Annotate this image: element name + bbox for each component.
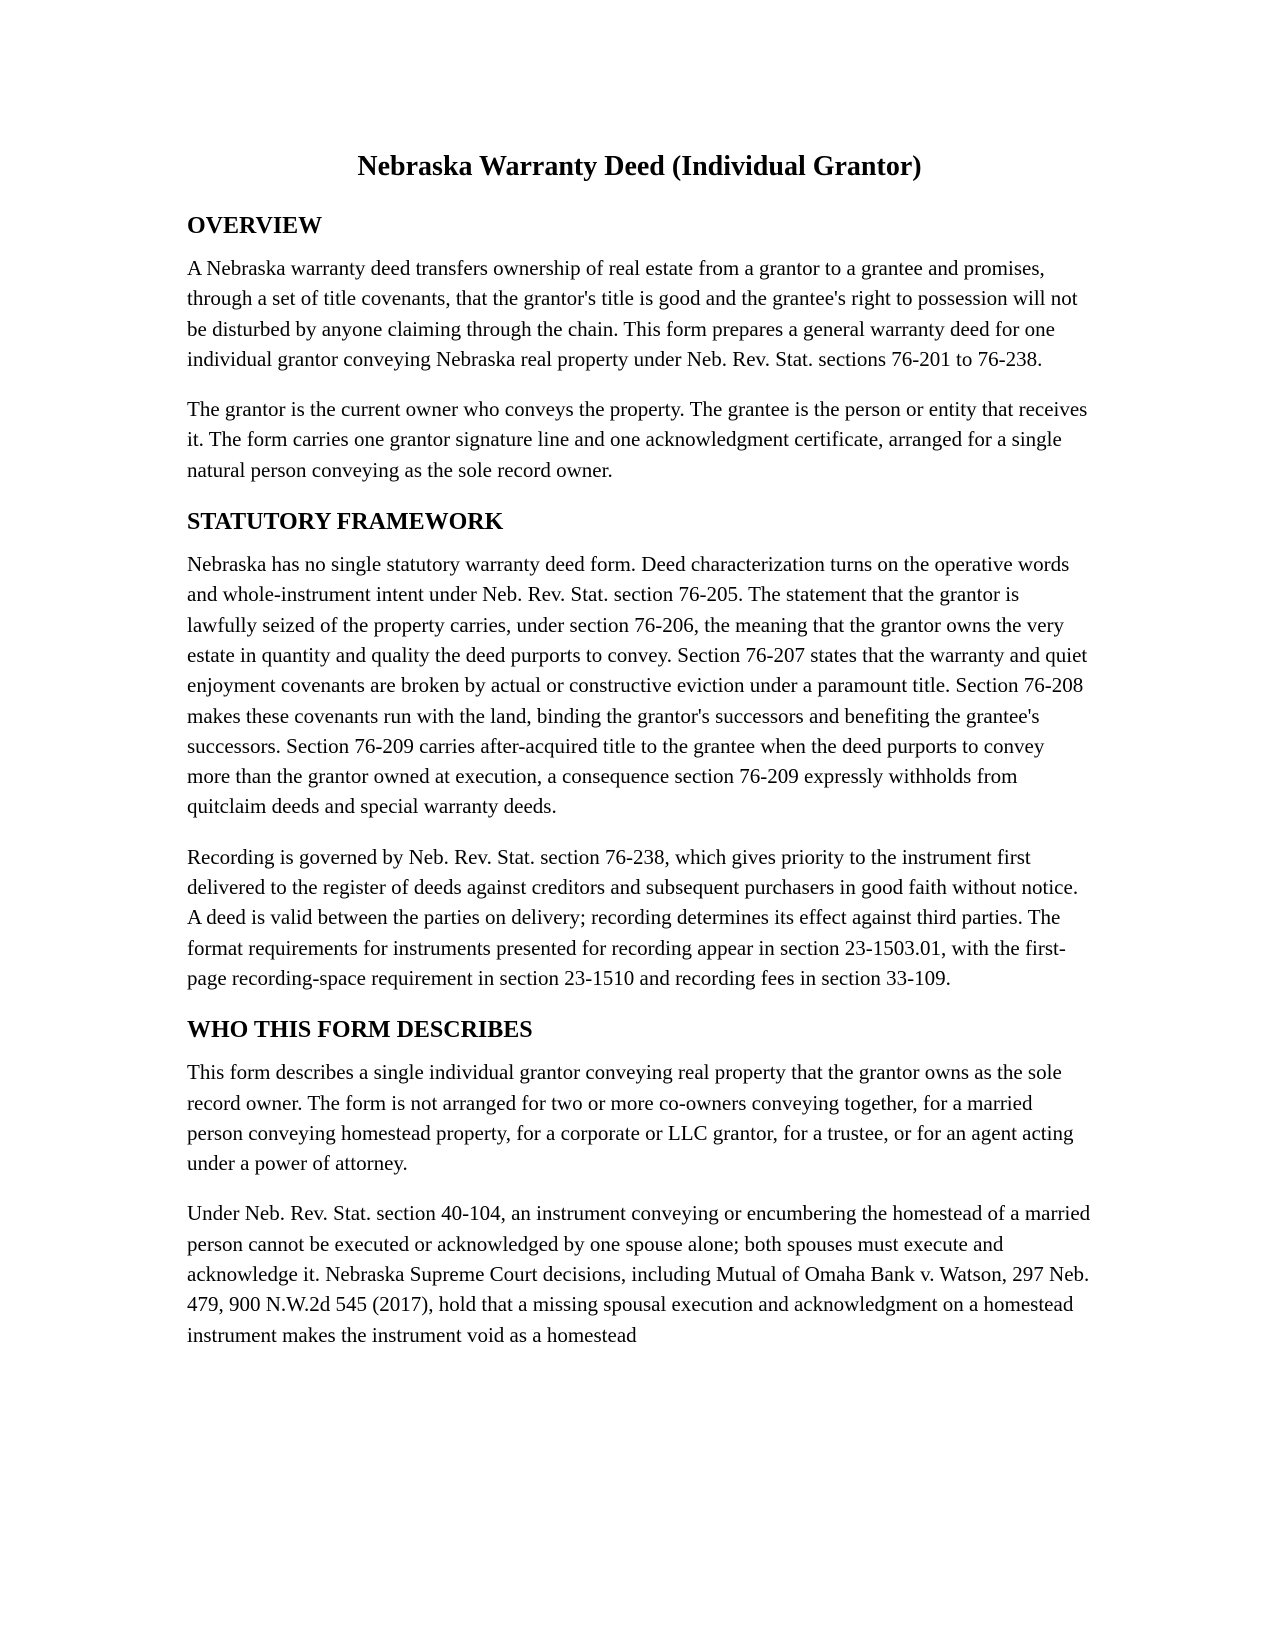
paragraph: The grantor is the current owner who conveys the property. The grantee is the person or entity that receives it. The form carries one grantor signature line and one acknowledgment certificate, arranged for a single natural person conveying as the sole record owner.	[187, 397, 1088, 482]
section-who-this-form-describes	[187, 1015, 1092, 1350]
paragraph: A Nebraska warranty deed transfers ownership of real estate from a grantor to a grantee and promises, through a set of title covenants, that the grantor's title is good and the grantee's right to possession will not be disturbed by anyone claiming through the chain. This form prepares a general warranty deed for one individual grantor conveying Nebraska real property under Neb. Rev. Stat. sections 76-201 to 76-238.	[187, 256, 1078, 371]
section-heading: WHO THIS FORM DESCRIBES	[187, 1017, 533, 1044]
section-heading: OVERVIEW	[187, 213, 323, 239]
paragraph: Nebraska has no single statutory warranty deed form. Deed characterization turns on the operative words and whole-instrument intent under Neb. Rev. Stat. section 76-205. The statement that the grantor is lawfully seized of the property carries, under section 76-206, the meaning that the grantor owns the very estate in quantity and quality the deed purports to convey. Section 76-207 states that the warranty and quiet enjoyment covenants are broken by actual or constructive eviction under a paramount title. Section 76-208 makes these covenants run with the land, binding the grantor's successors and benefiting the grantee's successors. Section 76-209 carries after-acquired title to the grantee when the deed purports to convey more than the grantor owned at execution, a consequence section 76-209 expressly withholds from quitclaim deeds and special warranty deeds.	[187, 552, 1088, 819]
document-page	[187, 142, 1092, 1370]
section-overview	[187, 211, 1092, 485]
paragraph: Recording is governed by Neb. Rev. Stat. section 76-238, which gives priority to the instrument first delivered to the register of deeds against creditors and subsequent purchasers in good faith without notice. A deed is valid between the parties on delivery; recording determines its effect against third parties. The format requirements for instruments presented for recording appear in section 23-1503.01, with the first-page recording-space requirement in section 23-1510 and recording fees in section 33-109.	[187, 844, 1079, 990]
section-heading: STATUTORY FRAMEWORK	[187, 509, 504, 536]
paragraph: This form describes a single individual grantor conveying real property that the grantor owns as the sole record owner. The form is not arranged for two or more co-owners conveying together, for a married person conveying homestead property, for a corporate or LLC grantor, for a trustee, or for an agent acting under a power of attorney.	[187, 1060, 1074, 1176]
section-statutory-framework	[187, 507, 1092, 993]
paragraph: Under Neb. Rev. Stat. section 40-104, an instrument conveying or encumbering the homestead of a married person cannot be executed or acknowledged by one spouse alone; both spouses must execute and acknowledge it. Nebraska Supreme Court decisions, including Mutual of Omaha Bank v. Watson, 297 Neb. 479, 900 N.W.2d 545 (2017), hold that a missing spousal execution and acknowledgment on a homestead instrument makes the instrument void as a homestead	[187, 1201, 1091, 1347]
document-title: Nebraska Warranty Deed (Individual Grantor)	[357, 151, 922, 182]
